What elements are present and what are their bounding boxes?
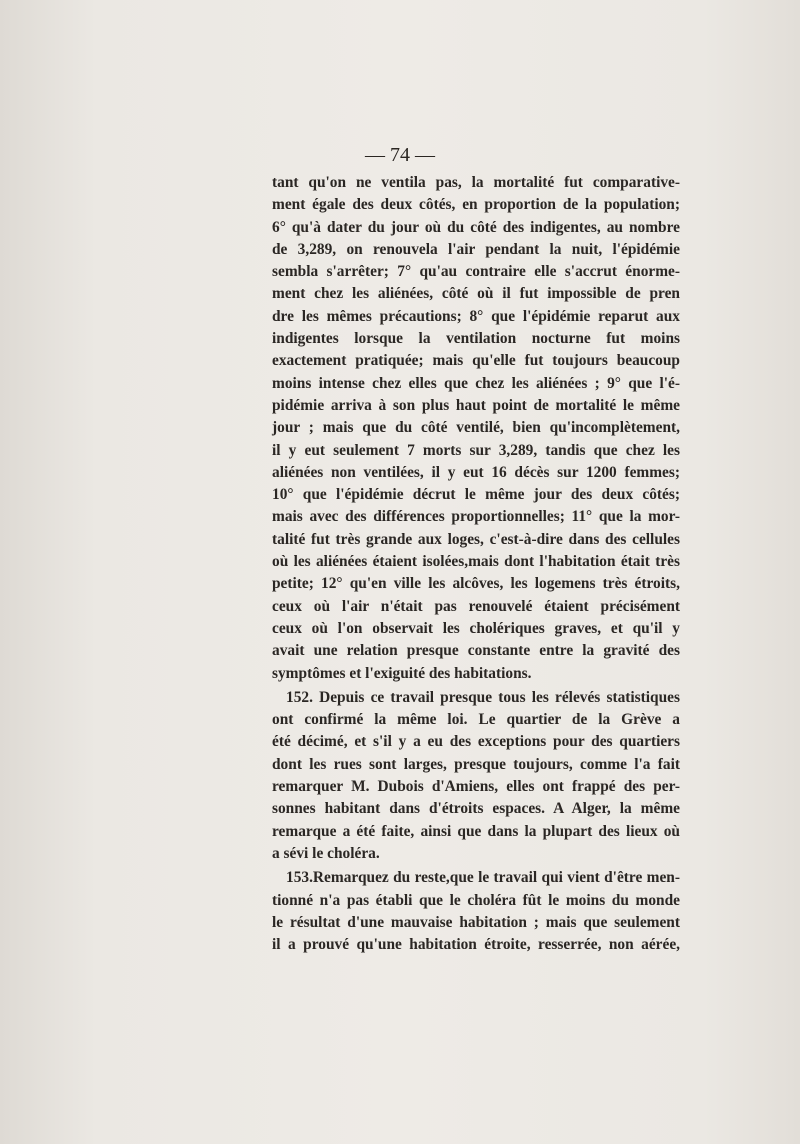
- text-line: aliénées non ventilées, il y eut 16 décès sur 1200 femmes;: [272, 463, 680, 481]
- text-line: symptômes et l'exiguité des habitations.: [272, 664, 532, 682]
- text-line: pidémie arriva à son plus haut point de mortalité le même: [272, 396, 680, 414]
- text-line: 6° qu'à dater du jour où du côté des indigentes, au nombre: [272, 218, 680, 236]
- text-line: 152. Depuis ce travail presque tous les rélevés statistiques: [286, 688, 680, 706]
- text-line: de 3,289, on renouvela l'air pendant la nuit, l'épidémie: [272, 240, 680, 258]
- text-line: le résultat d'une mauvaise habitation ; mais que seulement: [272, 913, 680, 931]
- text-line: remarque a été faite, ainsi que dans la plupart des lieux où: [272, 822, 680, 840]
- text-line: 153.Remarquez du reste,que le travail qui vient d'être men-: [286, 869, 680, 887]
- text-line: moins intense chez elles que chez les aliénées ; 9° que l'é-: [272, 374, 680, 392]
- text-line: 10° que l'épidémie décrut le même jour des deux côtés;: [272, 486, 680, 504]
- text-line: indigentes lorsque la ventilation nocturne fut moins: [272, 330, 680, 348]
- text-line: où les aliénées étaient isolées,mais dont l'habitation était très: [272, 553, 680, 571]
- text-line: sonnes habitant dans d'étroits espaces. A Alger, la même: [272, 800, 680, 818]
- text-line: petite; 12° qu'en ville les alcôves, les logemens très étroits,: [272, 575, 680, 593]
- text-line: sembla s'arrêter; 7° qu'au contraire elle s'accrut énorme-: [272, 263, 680, 281]
- text-line: jour ; mais que du côté ventilé, bien qu'incomplètement,: [272, 419, 680, 437]
- text-line: talité fut très grande aux loges, c'est-à-dire dans des cellules: [272, 530, 680, 548]
- paragraph: [272, 687, 680, 865]
- text-line: dre les mêmes précautions; 8° que l'épidémie reparut aux: [272, 307, 680, 325]
- text-line: dont les rues sont larges, presque toujours, comme l'a fait: [272, 755, 680, 773]
- text-line: exactement pratiquée; mais qu'elle fut toujours beaucoup: [272, 352, 680, 370]
- paragraph: [272, 867, 680, 956]
- text-line: tionné n'a pas établi que le choléra fût le moins du monde: [272, 891, 680, 909]
- page-number: — 74 —: [365, 144, 435, 166]
- text-line: il y eut seulement 7 morts sur 3,289, tandis que chez les: [272, 441, 680, 459]
- paragraph: [272, 172, 680, 685]
- text-line: ceux où l'on observait les cholériques graves, et qu'il y: [272, 619, 680, 637]
- text-line: ment chez les aliénées, côté où il fut impossible de pren: [272, 285, 680, 303]
- text-line: ment égale des deux côtés, en proportion de la population;: [272, 196, 680, 214]
- text-line: mais avec des différences proportionnelles; 11° que la mor-: [272, 508, 680, 526]
- body-text: [272, 172, 680, 956]
- text-line: été décimé, et s'il y a eu des exceptions pour des quartiers: [272, 733, 680, 751]
- text-line: a sévi le choléra.: [272, 844, 380, 862]
- text-line: il a prouvé qu'une habitation étroite, resserrée, non aérée,: [272, 936, 680, 954]
- text-line: ceux où l'air n'était pas renouvelé étaient précisément: [272, 597, 680, 615]
- text-line: remarquer M. Dubois d'Amiens, elles ont frappé des per-: [272, 778, 680, 796]
- text-line: tant qu'on ne ventila pas, la mortalité fut comparative-: [272, 174, 680, 191]
- text-line: avait une relation presque constante entre la gravité des: [272, 642, 680, 660]
- text-line: ont confirmé la même loi. Le quartier de la Grève a: [272, 711, 680, 729]
